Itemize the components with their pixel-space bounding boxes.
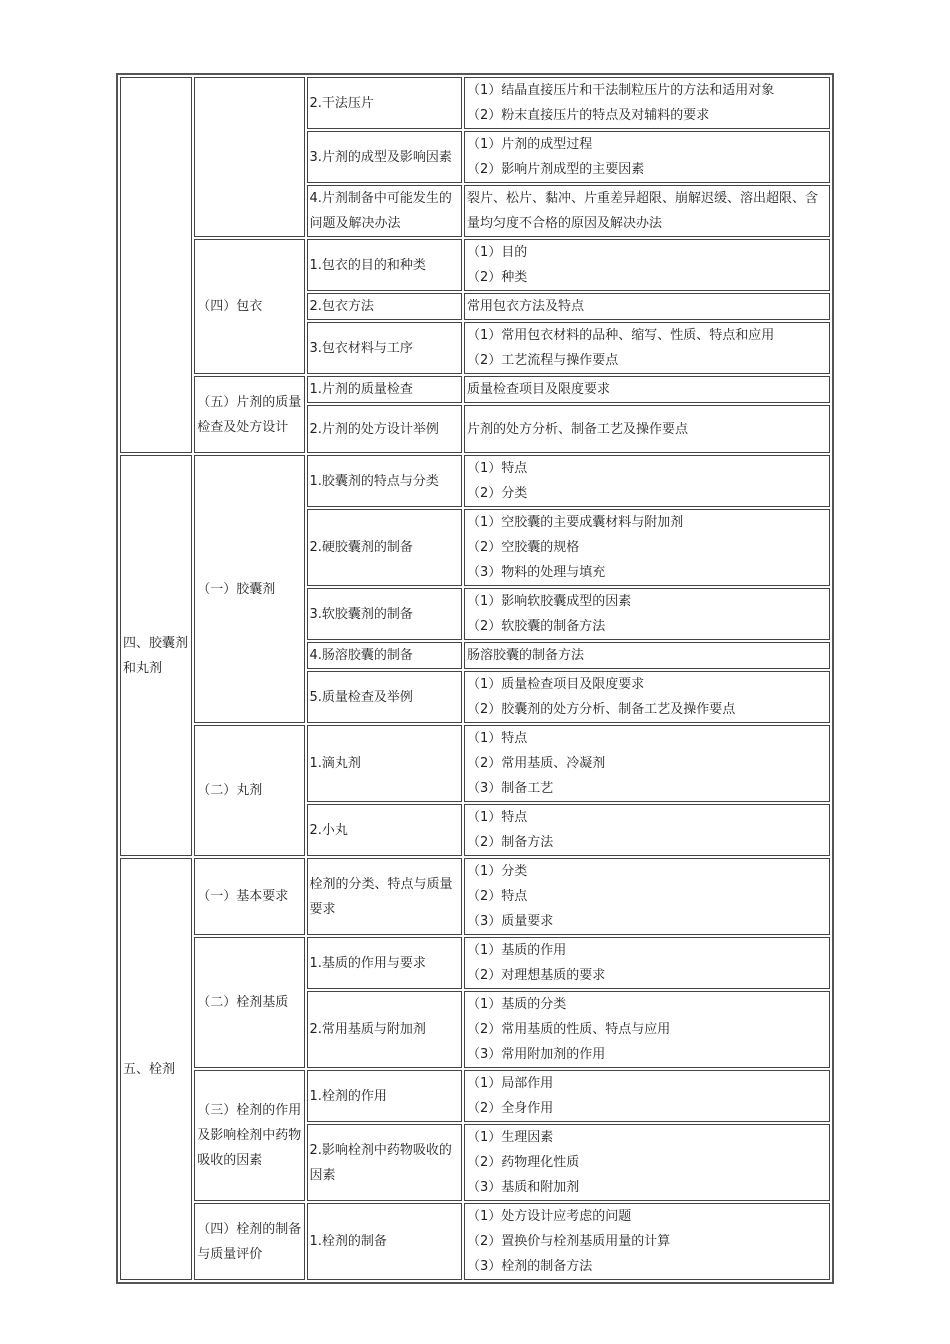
detail-cell: 肠溶胶囊的制备方法	[464, 642, 830, 669]
topic-cell: 1.片剂的质量检查	[307, 376, 462, 403]
detail-cell: 质量检查项目及限度要求	[464, 376, 830, 403]
group-cell	[194, 77, 304, 237]
topic-cell: 1.栓剂的作用	[307, 1070, 462, 1122]
group-cell: （二）丸剂	[194, 725, 304, 856]
detail-cell: 裂片、松片、黏冲、片重差异超限、崩解迟缓、溶出超限、含量均匀度不合格的原因及解决办法	[464, 185, 830, 237]
topic-cell: 3.包衣材料与工序	[307, 322, 462, 374]
topic-cell: 2.小丸	[307, 804, 462, 856]
topic-cell: 1.栓剂的制备	[307, 1203, 462, 1280]
topic-cell: 栓剂的分类、特点与质量要求	[307, 858, 462, 935]
detail-cell: （1）局部作用 （2）全身作用	[464, 1070, 830, 1122]
topic-cell: 2.硬胶囊剂的制备	[307, 509, 462, 586]
topic-cell: 2.常用基质与附加剂	[307, 991, 462, 1068]
table-row	[120, 858, 830, 935]
detail-cell: （1）分类 （2）特点 （3）质量要求	[464, 858, 830, 935]
topic-cell: 1.包衣的目的和种类	[307, 239, 462, 291]
table-row	[120, 1203, 830, 1280]
section-cell	[120, 77, 192, 453]
topic-cell: 3.软胶囊剂的制备	[307, 588, 462, 640]
detail-cell: （1）结晶直接压片和干法制粒压片的方法和适用对象 （2）粉末直接压片的特点及对辅料的要求	[464, 77, 830, 129]
detail-cell: （1）空胶囊的主要成囊材料与附加剂 （2）空胶囊的规格 （3）物料的处理与填充	[464, 509, 830, 586]
table-row	[120, 725, 830, 802]
group-cell: （一）胶囊剂	[194, 455, 304, 723]
syllabus-table	[116, 73, 834, 1284]
table-row	[120, 455, 830, 507]
topic-cell: 1.基质的作用与要求	[307, 937, 462, 989]
group-cell: （四）包衣	[194, 239, 304, 374]
detail-cell: （1）处方设计应考虑的问题 （2）置换价与栓剂基质用量的计算 （3）栓剂的制备方法	[464, 1203, 830, 1280]
topic-cell: 1.胶囊剂的特点与分类	[307, 455, 462, 507]
detail-cell: （1）基质的作用 （2）对理想基质的要求	[464, 937, 830, 989]
group-cell: （五）片剂的质量检查及处方设计	[194, 376, 304, 453]
topic-cell: 2.片剂的处方设计举例	[307, 405, 462, 453]
topic-cell: 2.包衣方法	[307, 293, 462, 320]
section-cell: 四、胶囊剂和丸剂	[120, 455, 192, 856]
group-cell: （三）栓剂的作用及影响栓剂中药物吸收的因素	[194, 1070, 304, 1201]
detail-cell: （1）特点 （2）常用基质、冷凝剂 （3）制备工艺	[464, 725, 830, 802]
detail-cell: 常用包衣方法及特点	[464, 293, 830, 320]
group-cell: （四）栓剂的制备与质量评价	[194, 1203, 304, 1280]
detail-cell: （1）特点 （2）制备方法	[464, 804, 830, 856]
table-row	[120, 239, 830, 291]
detail-cell: 片剂的处方分析、制备工艺及操作要点	[464, 405, 830, 453]
topic-cell: 5.质量检查及举例	[307, 671, 462, 723]
detail-cell: （1）常用包衣材料的品种、缩写、性质、特点和应用 （2）工艺流程与操作要点	[464, 322, 830, 374]
table-row	[120, 937, 830, 989]
topic-cell: 3.片剂的成型及影响因素	[307, 131, 462, 183]
topic-cell: 2.影响栓剂中药物吸收的因素	[307, 1124, 462, 1201]
section-cell: 五、栓剂	[120, 858, 192, 1280]
detail-cell: （1）基质的分类 （2）常用基质的性质、特点与应用 （3）常用附加剂的作用	[464, 991, 830, 1068]
detail-cell: （1）特点 （2）分类	[464, 455, 830, 507]
detail-cell: （1）目的 （2）种类	[464, 239, 830, 291]
topic-cell: 2.干法压片	[307, 77, 462, 129]
group-cell: （一）基本要求	[194, 858, 304, 935]
detail-cell: （1）生理因素 （2）药物理化性质 （3）基质和附加剂	[464, 1124, 830, 1201]
detail-cell: （1）质量检查项目及限度要求 （2）胶囊剂的处方分析、制备工艺及操作要点	[464, 671, 830, 723]
detail-cell: （1）片剂的成型过程 （2）影响片剂成型的主要因素	[464, 131, 830, 183]
detail-cell: （1）影响软胶囊成型的因素 （2）软胶囊的制备方法	[464, 588, 830, 640]
table-row	[120, 1070, 830, 1122]
topic-cell: 4.肠溶胶囊的制备	[307, 642, 462, 669]
table-row	[120, 376, 830, 403]
group-cell: （二）栓剂基质	[194, 937, 304, 1068]
table-row	[120, 77, 830, 129]
topic-cell: 1.滴丸剂	[307, 725, 462, 802]
topic-cell: 4.片剂制备中可能发生的问题及解决办法	[307, 185, 462, 237]
